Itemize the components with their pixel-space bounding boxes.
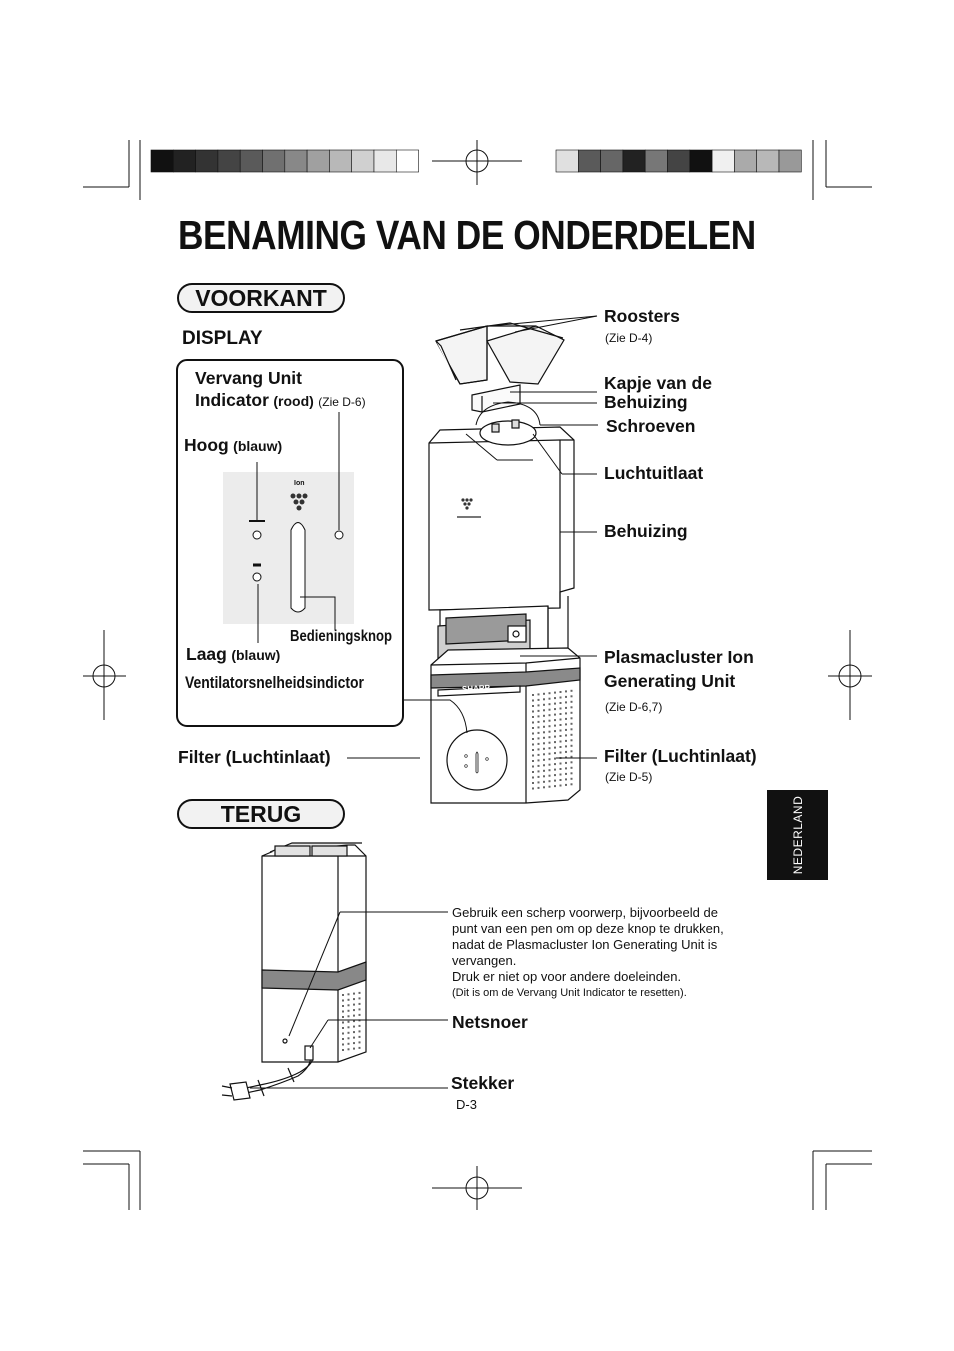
perforation-dot — [538, 770, 540, 772]
perforation-dot — [353, 1009, 355, 1011]
perforation-dot — [532, 700, 534, 702]
perforation-dot — [342, 1000, 344, 1002]
perforation-dot — [560, 779, 562, 781]
perforation-dot — [554, 774, 556, 776]
calibration-swatch — [690, 150, 712, 172]
perforation-dot — [549, 769, 551, 771]
replace-unit-led — [335, 531, 343, 539]
air-outlet-label: Luchtuitlaat — [604, 463, 704, 483]
perforation-dot — [543, 698, 545, 700]
perforation-dot — [549, 747, 551, 749]
perforation-dot — [554, 708, 556, 710]
perforation-dot — [532, 716, 534, 718]
perforation-dot — [348, 1004, 350, 1006]
perforation-dot — [532, 760, 534, 762]
perforation-dot — [565, 784, 567, 786]
perforation-dot — [560, 702, 562, 704]
plasmacluster-label-2: Generating Unit — [604, 671, 736, 691]
perforation-dot — [560, 768, 562, 770]
perforation-dot — [560, 774, 562, 776]
perforation-dot — [565, 729, 567, 731]
reset-note-line-4: vervangen. — [452, 953, 517, 968]
perforation-dot — [554, 697, 556, 699]
calibration-swatch — [240, 150, 262, 172]
perforation-dot — [554, 785, 556, 787]
calibration-swatch — [623, 150, 645, 172]
calibration-bar-right — [556, 150, 801, 172]
perforation-dot — [538, 787, 540, 789]
calibration-swatch — [263, 150, 285, 172]
perforation-dot — [571, 690, 573, 692]
perforation-dot — [543, 770, 545, 772]
housing-cap-label-2: Behuizing — [604, 392, 688, 412]
perforation-dot — [571, 734, 573, 736]
perforation-dot — [353, 1048, 355, 1050]
perforation-dot — [532, 733, 534, 735]
perforation-dot — [348, 1048, 350, 1050]
calibration-swatch — [757, 150, 779, 172]
perforation-dot — [543, 737, 545, 739]
zoom-control-slot — [476, 752, 478, 773]
perforation-dot — [348, 1021, 350, 1023]
perforation-dot — [554, 769, 556, 771]
perforation-dot — [549, 709, 551, 711]
power-cord-label: Netsnoer — [452, 1012, 528, 1032]
perforation-dot — [532, 777, 534, 779]
plug-label: Stekker — [451, 1073, 515, 1093]
perforation-dot — [538, 721, 540, 723]
calibration-swatch — [151, 150, 173, 172]
perforation-dot — [549, 742, 551, 744]
perforation-dot — [560, 708, 562, 710]
perforation-dot — [532, 727, 534, 729]
perforation-dot — [560, 697, 562, 699]
perforation-dot — [353, 1037, 355, 1039]
control-button-slot — [291, 523, 305, 613]
perforation-dot — [538, 776, 540, 778]
plasmacluster-label-1: Plasmacluster Ion — [604, 647, 754, 667]
perforation-dot — [532, 711, 534, 713]
perforation-dot — [348, 1043, 350, 1045]
perforation-dot — [359, 997, 361, 999]
perforation-dot — [342, 1027, 344, 1029]
perforation-dot — [348, 999, 350, 1001]
perforation-dot — [549, 720, 551, 722]
perforation-dot — [538, 699, 540, 701]
low-color: (blauw) — [231, 647, 281, 663]
perforation-dot — [565, 690, 567, 692]
perforation-dot — [554, 736, 556, 738]
perforation-dot — [565, 723, 567, 725]
brand-logo: SHARP — [461, 683, 491, 694]
calibration-swatch — [779, 150, 801, 172]
perforation-dot — [538, 704, 540, 706]
perforation-dot — [571, 717, 573, 719]
reset-note-line-2: punt van een pen om op deze knop te drukken, — [452, 921, 724, 936]
perforation-dot — [359, 1025, 361, 1027]
perforation-dot — [560, 691, 562, 693]
perforation-dot — [565, 707, 567, 709]
perforation-dot — [571, 750, 573, 752]
ion-text: Ion — [294, 480, 305, 487]
grilles-ref: (Zie D-4) — [605, 331, 653, 345]
perforation-dot — [342, 1022, 344, 1024]
perforation-dot — [549, 731, 551, 733]
perforation-dot — [560, 746, 562, 748]
replace-unit-label-1: Vervang Unit — [195, 368, 302, 388]
perforation-dot — [543, 693, 545, 695]
perforation-dot — [342, 1049, 344, 1051]
perforation-dot — [549, 703, 551, 705]
low-label: Laag — [186, 644, 227, 664]
perforation-dot — [543, 775, 545, 777]
perforation-dot — [532, 722, 534, 724]
perforation-dot — [359, 1003, 361, 1005]
plasmacluster-ref: (Zie D-6,7) — [605, 700, 663, 714]
perforation-dot — [554, 703, 556, 705]
calibration-swatch — [285, 150, 307, 172]
perforation-dot — [538, 715, 540, 717]
perforation-dot — [571, 761, 573, 763]
perforation-dot — [348, 1032, 350, 1034]
perforation-dot — [554, 752, 556, 754]
perforation-dot — [359, 1030, 361, 1032]
perforation-dot — [359, 1041, 361, 1043]
perforation-dot — [565, 767, 567, 769]
perforation-dot — [359, 1047, 361, 1049]
perforation-dot — [543, 786, 545, 788]
perforation-dot — [532, 771, 534, 773]
front-device-illustration — [429, 323, 580, 803]
perforation-dot — [571, 772, 573, 774]
perforation-dot — [532, 738, 534, 740]
perforation-dot — [543, 720, 545, 722]
perforation-dot — [532, 755, 534, 757]
language-tab-label: NEDERLAND — [790, 795, 805, 875]
perforation-dot — [565, 762, 567, 764]
perforation-dot — [538, 693, 540, 695]
calibration-swatch — [307, 150, 329, 172]
perforation-dot — [342, 994, 344, 996]
perforation-dot — [348, 993, 350, 995]
perforation-dot — [554, 747, 556, 749]
perforation-dot — [560, 741, 562, 743]
perforation-dot — [549, 764, 551, 766]
perforation-dot — [353, 1015, 355, 1017]
replace-unit-label-row — [195, 390, 366, 411]
perforation-dot — [538, 748, 540, 750]
perforation-dot — [565, 778, 567, 780]
control-button-label: Bedieningsknop — [290, 628, 393, 645]
filter-left-label: Filter (Luchtinlaat) — [178, 747, 331, 767]
perforation-dot — [543, 742, 545, 744]
perforation-dot — [342, 1005, 344, 1007]
perforation-dot — [560, 752, 562, 754]
perforation-dot — [554, 780, 556, 782]
perforation-dot — [565, 751, 567, 753]
perforation-dot — [348, 1026, 350, 1028]
calibration-bar-left — [151, 150, 419, 172]
back-device-illustration — [222, 843, 366, 1100]
perforation-dot — [538, 765, 540, 767]
perforation-dot — [571, 728, 573, 730]
perforation-dot — [549, 714, 551, 716]
perforation-dot — [560, 730, 562, 732]
perforation-dot — [532, 782, 534, 784]
calibration-swatch — [218, 150, 240, 172]
grilles-label: Roosters — [604, 306, 680, 326]
perforation-dot — [353, 993, 355, 995]
calibration-swatch — [329, 150, 351, 172]
perforation-dot — [560, 724, 562, 726]
calibration-swatch — [173, 150, 195, 172]
perforation-dot — [571, 723, 573, 725]
perforation-dot — [538, 754, 540, 756]
perforation-dot — [359, 1014, 361, 1016]
perforation-dot — [543, 753, 545, 755]
perforation-dot — [353, 1004, 355, 1006]
display-heading: DISPLAY — [182, 328, 263, 349]
perforation-dot — [538, 732, 540, 734]
calibration-swatch — [668, 150, 690, 172]
housing-cap-label-1: Kapje van de — [604, 373, 712, 393]
replace-unit-ref: (Zie D-6) — [318, 395, 366, 409]
perforation-dot — [560, 735, 562, 737]
perforation-dot — [543, 781, 545, 783]
calibration-swatch — [556, 150, 578, 172]
low-led — [253, 573, 261, 581]
perforation-dot — [353, 998, 355, 1000]
section-back-pill: TERUG — [177, 799, 345, 829]
perforation-dot — [353, 1031, 355, 1033]
perforation-dot — [554, 741, 556, 743]
display-face — [223, 472, 354, 624]
perforation-dot — [543, 715, 545, 717]
high-label: Hoog — [184, 435, 229, 455]
perforation-dot — [565, 696, 567, 698]
housing-label: Behuizing — [604, 521, 688, 541]
perforation-dot — [571, 695, 573, 697]
perforation-dot — [543, 709, 545, 711]
perforation-dot — [342, 1011, 344, 1013]
perforation-dot — [532, 749, 534, 751]
reset-note-line-3: nadat de Plasmacluster Ion Generating Unit is — [452, 937, 718, 952]
perforation-dot — [565, 712, 567, 714]
perforation-dot — [348, 1015, 350, 1017]
perforation-dot — [532, 694, 534, 696]
perforation-dot — [353, 1026, 355, 1028]
perforation-dot — [532, 744, 534, 746]
screws-label: Schroeven — [606, 416, 696, 436]
perforation-dot — [554, 725, 556, 727]
perforation-dot — [543, 726, 545, 728]
calibration-swatch — [396, 150, 418, 172]
perforation-dot — [342, 1033, 344, 1035]
filter-right-label: Filter (Luchtinlaat) — [604, 746, 757, 766]
perforation-dot — [549, 692, 551, 694]
perforation-dot — [532, 766, 534, 768]
perforation-dot — [342, 1016, 344, 1018]
high-label-row — [184, 435, 282, 456]
filter-right-ref: (Zie D-5) — [605, 770, 653, 784]
perforation-dot — [538, 726, 540, 728]
calibration-swatch — [601, 150, 623, 172]
calibration-swatch — [352, 150, 374, 172]
replace-unit-color: (rood) — [273, 393, 314, 409]
reset-note-line-6: (Dit is om de Vervang Unit Indicator te resetten). — [452, 987, 687, 999]
perforation-dot — [549, 780, 551, 782]
perforation-dot — [543, 704, 545, 706]
perforation-dot — [565, 773, 567, 775]
perforation-dot — [565, 740, 567, 742]
front-logo-strip — [457, 516, 481, 518]
calibration-swatch — [196, 150, 218, 172]
perforation-dot — [560, 785, 562, 787]
calibration-swatch — [712, 150, 734, 172]
perforation-dot — [348, 1010, 350, 1012]
perforation-dot — [571, 701, 573, 703]
calibration-swatch — [734, 150, 756, 172]
perforation-dot — [342, 1038, 344, 1040]
perforation-dot — [571, 767, 573, 769]
perforation-dot — [359, 992, 361, 994]
perforation-dot — [571, 706, 573, 708]
perforation-dot — [532, 788, 534, 790]
calibration-swatch — [645, 150, 667, 172]
perforation-dot — [554, 692, 556, 694]
perforation-dot — [342, 1044, 344, 1046]
reset-note-line-5: Druk er niet op voor andere doeleinden. — [452, 969, 682, 984]
perforation-dot — [543, 748, 545, 750]
perforation-dot — [538, 743, 540, 745]
perforation-dot — [538, 737, 540, 739]
perforation-dot — [554, 714, 556, 716]
perforation-dot — [571, 712, 573, 714]
perforation-dot — [549, 698, 551, 700]
perforation-dot — [549, 758, 551, 760]
perforation-dot — [348, 1037, 350, 1039]
perforation-dot — [565, 718, 567, 720]
perforation-dot — [543, 731, 545, 733]
perforation-dot — [538, 759, 540, 761]
perforation-dot — [560, 719, 562, 721]
perforation-dot — [359, 1036, 361, 1038]
perforation-dot — [571, 745, 573, 747]
perforation-dot — [571, 739, 573, 741]
perforation-dot — [532, 705, 534, 707]
low-label-row — [186, 644, 280, 665]
perforation-dot — [565, 701, 567, 703]
page-number: D-3 — [456, 1097, 477, 1112]
perforation-dot — [554, 719, 556, 721]
high-led — [253, 531, 261, 539]
perforation-dot — [549, 725, 551, 727]
high-color: (blauw) — [233, 438, 283, 454]
perforation-dot — [560, 713, 562, 715]
perforation-dot — [554, 758, 556, 760]
perforation-dot — [571, 778, 573, 780]
language-tab — [767, 790, 828, 880]
perforation-dot — [554, 730, 556, 732]
reset-note-line-1: Gebruik een scherp voorwerp, bijvoorbeeld de — [452, 905, 718, 920]
perforation-dot — [549, 736, 551, 738]
perforation-dot — [359, 1008, 361, 1010]
perforation-dot — [543, 759, 545, 761]
perforation-dot — [554, 763, 556, 765]
replace-unit-label-2: Indicator — [195, 390, 269, 410]
perforation-dot — [549, 786, 551, 788]
section-front-pill: VOORKANT — [177, 283, 345, 313]
perforation-dot — [538, 781, 540, 783]
perforation-dot — [353, 1042, 355, 1044]
perforation-dot — [549, 753, 551, 755]
perforation-dot — [538, 710, 540, 712]
calibration-swatch — [374, 150, 396, 172]
perforation-dot — [565, 745, 567, 747]
fan-speed-indicator-label: Ventilatorsnelheidsindictor — [185, 673, 364, 692]
perforation-dot — [549, 775, 551, 777]
page-title: BENAMING VAN DE ONDERDELEN — [178, 212, 756, 258]
calibration-swatch — [578, 150, 600, 172]
perforation-dot — [543, 764, 545, 766]
reset-button-note — [452, 905, 772, 1001]
perforation-dot — [571, 783, 573, 785]
perforation-dot — [560, 763, 562, 765]
perforation-dot — [565, 734, 567, 736]
